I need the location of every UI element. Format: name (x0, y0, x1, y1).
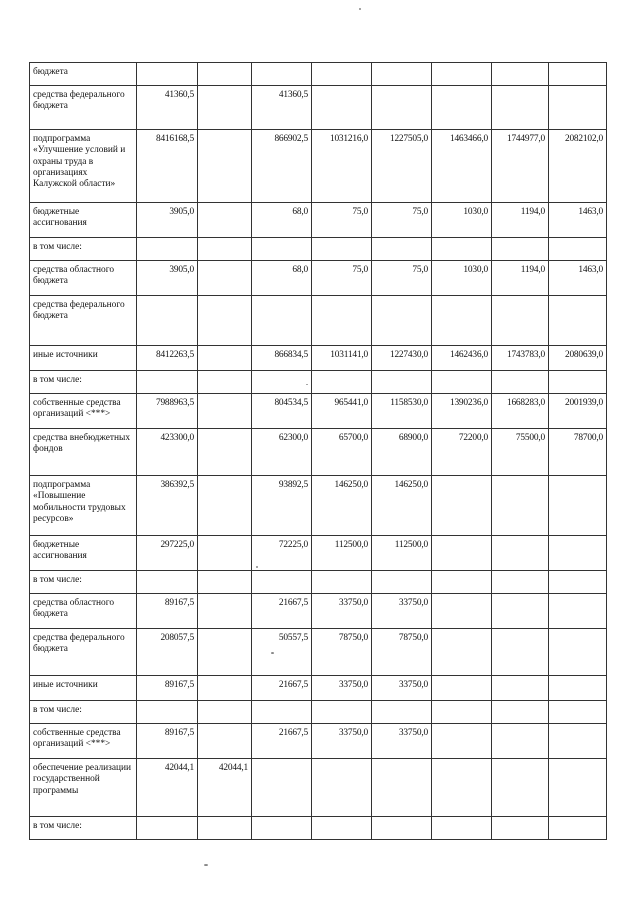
value-cell: 33750,0 (312, 594, 372, 629)
value-cell (137, 238, 198, 261)
value-cell (372, 759, 432, 817)
value-cell (492, 629, 549, 676)
value-cell (432, 759, 492, 817)
value-cell (432, 571, 492, 594)
value-cell: 866834,5 (252, 346, 312, 371)
table-row (30, 296, 607, 346)
value-cell (492, 676, 549, 701)
scan-speck (271, 652, 274, 654)
value-cell: 72200,0 (432, 429, 492, 476)
value-cell: 3905,0 (137, 203, 198, 238)
value-cell (549, 296, 607, 346)
value-cell (432, 371, 492, 394)
row-label-cell: подпрограмма «Улучшение условий и охраны труда в организациях Калужской области» (30, 130, 137, 203)
row-label-cell: в том числе: (30, 238, 137, 261)
value-cell (549, 724, 607, 759)
value-cell (137, 371, 198, 394)
value-cell (137, 63, 198, 86)
value-cell: 423300,0 (137, 429, 198, 476)
value-cell (252, 238, 312, 261)
value-cell (198, 817, 252, 840)
value-cell: 3905,0 (137, 261, 198, 296)
row-label-cell: средства внебюджетных фондов (30, 429, 137, 476)
value-cell (198, 594, 252, 629)
value-cell (492, 296, 549, 346)
table-row (30, 203, 607, 238)
value-cell (137, 817, 198, 840)
value-cell: 7988963,5 (137, 394, 198, 429)
value-cell (492, 724, 549, 759)
scan-speck (306, 384, 308, 385)
table-row (30, 701, 607, 724)
table-row (30, 536, 607, 571)
value-cell: 2001939,0 (549, 394, 607, 429)
value-cell (372, 701, 432, 724)
value-cell (372, 63, 432, 86)
value-cell (312, 238, 372, 261)
value-cell: 75500,0 (492, 429, 549, 476)
value-cell (372, 86, 432, 130)
value-cell (372, 296, 432, 346)
value-cell: 78750,0 (312, 629, 372, 676)
value-cell (432, 238, 492, 261)
value-cell (432, 701, 492, 724)
value-cell (198, 296, 252, 346)
table-row (30, 238, 607, 261)
value-cell (312, 759, 372, 817)
value-cell: 1390236,0 (432, 394, 492, 429)
value-cell (312, 63, 372, 86)
row-label-cell: в том числе: (30, 571, 137, 594)
value-cell (198, 571, 252, 594)
table-row (30, 261, 607, 296)
value-cell (372, 817, 432, 840)
value-cell (492, 63, 549, 86)
value-cell: 93892,5 (252, 476, 312, 536)
value-cell: 33750,0 (312, 676, 372, 701)
value-cell (492, 86, 549, 130)
row-label-cell: собственные средства организаций <***> (30, 724, 137, 759)
value-cell (432, 629, 492, 676)
value-cell: 1030,0 (432, 261, 492, 296)
value-cell (372, 571, 432, 594)
table-row (30, 63, 607, 86)
value-cell (549, 817, 607, 840)
value-cell (549, 594, 607, 629)
row-label-cell: средства федерального бюджета (30, 629, 137, 676)
value-cell (252, 571, 312, 594)
value-cell: 75,0 (372, 203, 432, 238)
value-cell (432, 676, 492, 701)
value-cell (198, 63, 252, 86)
value-cell: 1462436,0 (432, 346, 492, 371)
value-cell: 1194,0 (492, 203, 549, 238)
value-cell (492, 817, 549, 840)
value-cell (252, 701, 312, 724)
value-cell: 78750,0 (372, 629, 432, 676)
scan-speck (359, 8, 361, 10)
value-cell: 75,0 (312, 203, 372, 238)
value-cell (198, 429, 252, 476)
value-cell: 75,0 (312, 261, 372, 296)
value-cell (252, 371, 312, 394)
table-row (30, 759, 607, 817)
value-cell: 8412263,5 (137, 346, 198, 371)
value-cell (372, 238, 432, 261)
value-cell: 965441,0 (312, 394, 372, 429)
value-cell: 208057,5 (137, 629, 198, 676)
value-cell: 1031216,0 (312, 130, 372, 203)
value-cell: 41360,5 (252, 86, 312, 130)
value-cell: 1463,0 (549, 203, 607, 238)
value-cell: 1463,0 (549, 261, 607, 296)
value-cell: 50557,5 (252, 629, 312, 676)
value-cell: 33750,0 (312, 724, 372, 759)
value-cell: 1744977,0 (492, 130, 549, 203)
value-cell (198, 394, 252, 429)
value-cell (432, 817, 492, 840)
table-row (30, 629, 607, 676)
value-cell (492, 759, 549, 817)
value-cell (312, 571, 372, 594)
value-cell (372, 371, 432, 394)
row-label-cell: в том числе: (30, 817, 137, 840)
row-label-cell: средства федерального бюджета (30, 86, 137, 130)
value-cell: 42044,1 (137, 759, 198, 817)
value-cell (549, 629, 607, 676)
value-cell (198, 86, 252, 130)
value-cell (198, 629, 252, 676)
row-label-cell: иные источники (30, 346, 137, 371)
scan-speck (256, 566, 258, 568)
value-cell (198, 261, 252, 296)
value-cell (137, 296, 198, 346)
table-row (30, 476, 607, 536)
value-cell (492, 571, 549, 594)
value-cell: 1194,0 (492, 261, 549, 296)
row-label-cell: подпрограмма «Повышение мобильности трудовых ресурсов» (30, 476, 137, 536)
value-cell (549, 476, 607, 536)
table-row (30, 571, 607, 594)
value-cell: 68,0 (252, 203, 312, 238)
row-label-cell: бюджетные ассигнования (30, 203, 137, 238)
value-cell: 41360,5 (137, 86, 198, 130)
value-cell (549, 238, 607, 261)
value-cell (252, 817, 312, 840)
value-cell (312, 817, 372, 840)
value-cell: 8416168,5 (137, 130, 198, 203)
value-cell: 804534,5 (252, 394, 312, 429)
value-cell: 866902,5 (252, 130, 312, 203)
value-cell (198, 346, 252, 371)
budget-table (29, 62, 607, 840)
value-cell (549, 759, 607, 817)
value-cell (198, 238, 252, 261)
value-cell: 89167,5 (137, 594, 198, 629)
value-cell (432, 63, 492, 86)
value-cell (549, 701, 607, 724)
table-row (30, 394, 607, 429)
value-cell (549, 676, 607, 701)
budget-table-body (30, 63, 607, 840)
row-label-cell: собственные средства организаций <***> (30, 394, 137, 429)
value-cell (549, 86, 607, 130)
table-row (30, 594, 607, 629)
value-cell (432, 86, 492, 130)
value-cell (198, 536, 252, 571)
value-cell (432, 536, 492, 571)
value-cell: 1158530,0 (372, 394, 432, 429)
value-cell (137, 701, 198, 724)
value-cell: 89167,5 (137, 676, 198, 701)
value-cell (549, 571, 607, 594)
value-cell: 1743783,0 (492, 346, 549, 371)
value-cell (312, 296, 372, 346)
value-cell: 112500,0 (372, 536, 432, 571)
value-cell (492, 238, 549, 261)
value-cell (198, 203, 252, 238)
value-cell (198, 701, 252, 724)
value-cell (198, 724, 252, 759)
value-cell: 33750,0 (372, 724, 432, 759)
value-cell (312, 86, 372, 130)
table-row (30, 130, 607, 203)
row-label-cell: бюджета (30, 63, 137, 86)
table-row (30, 86, 607, 130)
value-cell: 72225,0 (252, 536, 312, 571)
value-cell: 78700,0 (549, 429, 607, 476)
value-cell (492, 536, 549, 571)
row-label-cell: в том числе: (30, 701, 137, 724)
value-cell (198, 371, 252, 394)
row-label-cell: иные источники (30, 676, 137, 701)
value-cell (198, 130, 252, 203)
value-cell: 42044,1 (198, 759, 252, 817)
row-label-cell: средства федерального бюджета (30, 296, 137, 346)
value-cell (252, 759, 312, 817)
value-cell (492, 701, 549, 724)
value-cell: 2082102,0 (549, 130, 607, 203)
value-cell: 1463466,0 (432, 130, 492, 203)
value-cell: 21667,5 (252, 594, 312, 629)
row-label-cell: средства областного бюджета (30, 261, 137, 296)
value-cell (432, 296, 492, 346)
value-cell: 1031141,0 (312, 346, 372, 371)
row-label-cell: бюджетные ассигнования (30, 536, 137, 571)
value-cell: 112500,0 (312, 536, 372, 571)
value-cell: 1030,0 (432, 203, 492, 238)
value-cell (549, 63, 607, 86)
value-cell (252, 63, 312, 86)
table-row (30, 371, 607, 394)
value-cell: 21667,5 (252, 724, 312, 759)
table-row (30, 676, 607, 701)
value-cell (492, 371, 549, 394)
value-cell: 62300,0 (252, 429, 312, 476)
value-cell (312, 701, 372, 724)
value-cell: 68900,0 (372, 429, 432, 476)
value-cell: 21667,5 (252, 676, 312, 701)
scan-speck (204, 864, 208, 866)
table-row (30, 724, 607, 759)
value-cell: 1668283,0 (492, 394, 549, 429)
value-cell: 1227505,0 (372, 130, 432, 203)
row-label-cell: в том числе: (30, 371, 137, 394)
value-cell (432, 594, 492, 629)
value-cell: 65700,0 (312, 429, 372, 476)
table-row (30, 817, 607, 840)
value-cell (312, 371, 372, 394)
row-label-cell: обеспечение реализации государственной программы (30, 759, 137, 817)
value-cell (432, 476, 492, 536)
value-cell: 75,0 (372, 261, 432, 296)
value-cell: 2080639,0 (549, 346, 607, 371)
value-cell (137, 571, 198, 594)
value-cell (492, 476, 549, 536)
value-cell: 386392,5 (137, 476, 198, 536)
value-cell (198, 476, 252, 536)
table-row (30, 346, 607, 371)
value-cell: 33750,0 (372, 676, 432, 701)
value-cell: 89167,5 (137, 724, 198, 759)
value-cell (549, 536, 607, 571)
value-cell (549, 371, 607, 394)
row-label-cell: средства областного бюджета (30, 594, 137, 629)
value-cell (492, 594, 549, 629)
value-cell: 1227430,0 (372, 346, 432, 371)
value-cell: 297225,0 (137, 536, 198, 571)
value-cell: 146250,0 (312, 476, 372, 536)
value-cell: 68,0 (252, 261, 312, 296)
value-cell (252, 296, 312, 346)
value-cell: 33750,0 (372, 594, 432, 629)
value-cell: 146250,0 (372, 476, 432, 536)
value-cell (432, 724, 492, 759)
value-cell (198, 676, 252, 701)
table-row (30, 429, 607, 476)
